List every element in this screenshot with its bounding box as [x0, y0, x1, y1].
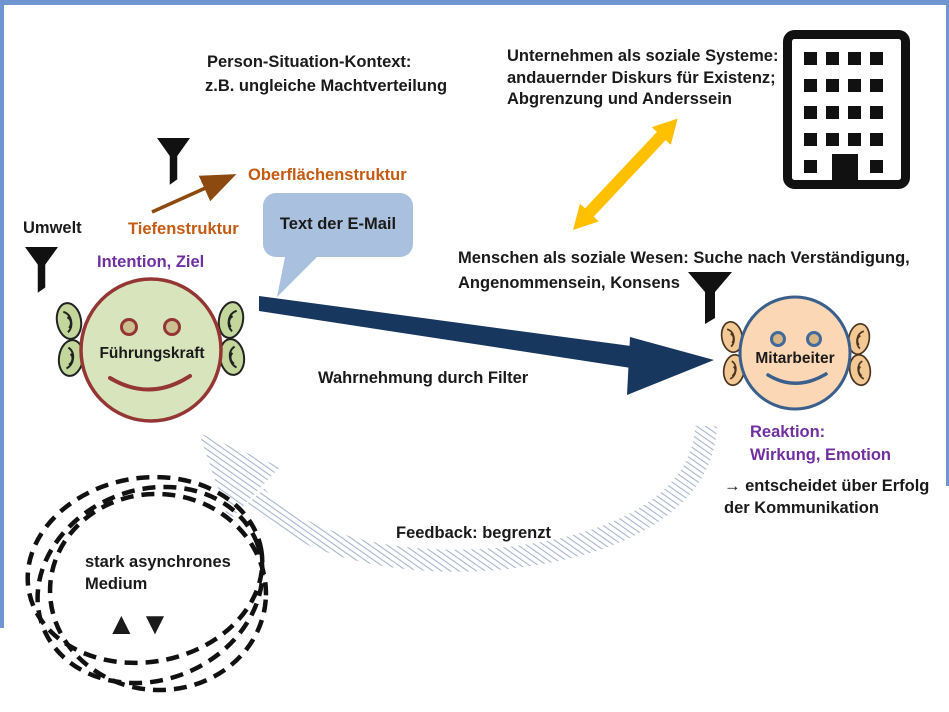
- building-icon: [788, 35, 906, 185]
- svg-text:Menschen als soziale Wesen: Su: Menschen als soziale Wesen: Suche nach Verständigung,: [458, 249, 910, 267]
- employee-face: [719, 297, 872, 409]
- svg-text:Person-Situation-Kontext:: Person-Situation-Kontext:: [207, 53, 412, 71]
- email-speech-bubble: [263, 193, 413, 297]
- svg-text:andauernder Diskurs für Existe: andauernder Diskurs für Existenz;: [507, 69, 776, 87]
- filter-icon-environment: [25, 247, 58, 293]
- employee-ear-right-lower: [848, 353, 872, 386]
- leader-ear-left-upper: [54, 301, 84, 341]
- email-bubble-label: Text der E-Mail: [279, 215, 397, 233]
- leader-eye-right: [165, 320, 180, 335]
- svg-text:Angenommensein, Konsens: Angenommensein, Konsens: [458, 274, 680, 292]
- employee-eye-right: [808, 333, 821, 346]
- svg-text:Wirkung, Emotion: Wirkung, Emotion: [750, 446, 892, 464]
- medium-label: [85, 553, 231, 641]
- svg-text:der Kommunikation: der Kommunikation: [724, 499, 879, 517]
- intention-label: Intention, Ziel: [97, 253, 205, 271]
- feedback-label: Feedback: begrenzt: [396, 524, 551, 542]
- svg-text:Abgrenzung und Anderssein: Abgrenzung und Anderssein: [507, 90, 732, 108]
- company-systems-label: [507, 47, 778, 108]
- svg-text:z.B. ungleiche Machtverteilung: z.B. ungleiche Machtverteilung: [205, 77, 448, 95]
- filter-icon-context: [157, 138, 190, 185]
- surface-structure-label: Oberflächenstruktur: [248, 166, 407, 184]
- deep-to-surface-arrow: [152, 177, 230, 212]
- svg-text:Unternehmen als soziale System: Unternehmen als soziale Systeme:: [507, 47, 779, 65]
- humans-social-label: [458, 249, 910, 292]
- person-situation-context-label: [205, 53, 447, 95]
- employee-eye-left: [772, 333, 785, 346]
- leader-face: [54, 279, 246, 421]
- svg-text:Medium: Medium: [85, 575, 148, 593]
- medium-symbols: ▲▼: [106, 606, 174, 641]
- employee-label: Mitarbeiter: [755, 350, 835, 367]
- svg-text:Reaktion:: Reaktion:: [750, 423, 826, 441]
- building-door: [832, 154, 858, 184]
- deep-structure-label: Tiefenstruktur: [128, 220, 239, 238]
- filter-icon-employee: [688, 272, 732, 324]
- success-label: [724, 477, 929, 517]
- company-discourse-arrow: [564, 110, 688, 239]
- svg-text:→ entscheidet über Erfolg: → entscheidet über Erfolg: [724, 477, 930, 495]
- leader-eye-left: [122, 320, 137, 335]
- svg-text:stark asynchrones: stark asynchrones: [85, 553, 231, 571]
- leader-label: Führungskraft: [99, 345, 205, 362]
- reaction-label: [750, 423, 891, 464]
- environment-label: Umwelt: [23, 219, 82, 237]
- perception-label: Wahrnehmung durch Filter: [318, 369, 529, 387]
